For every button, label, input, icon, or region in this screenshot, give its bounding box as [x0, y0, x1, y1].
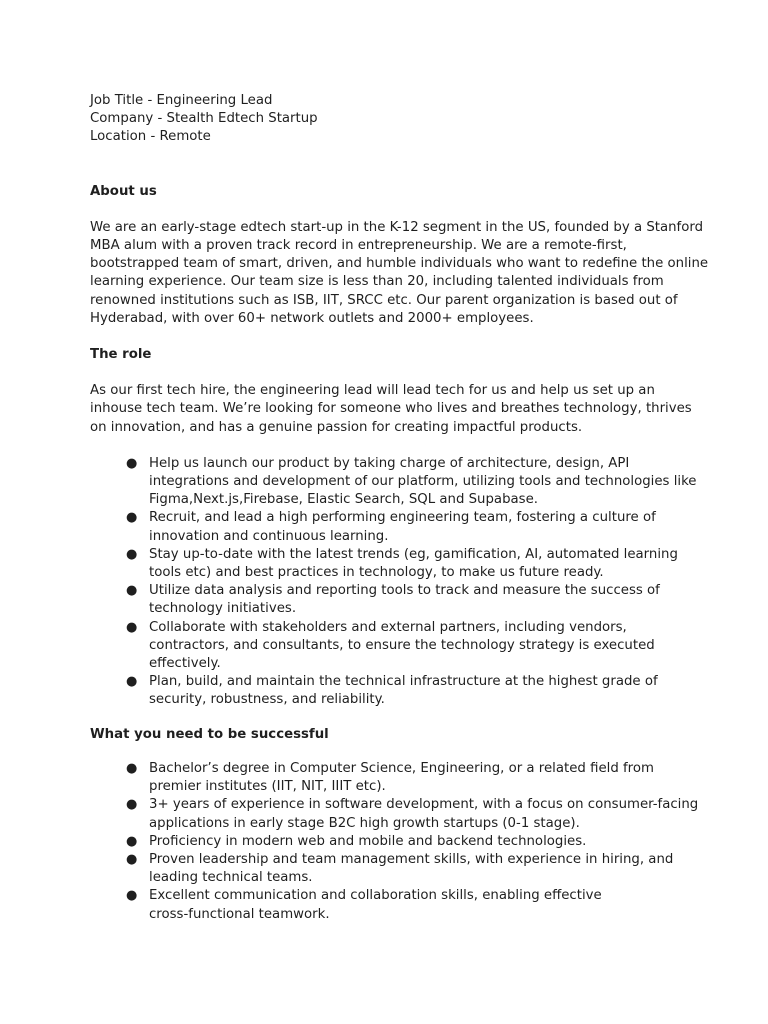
- bullet-line: integrations and development of our platform, utilizing tools and technologies like: [149, 474, 697, 490]
- list-item: [90, 833, 690, 851]
- list-item: [90, 455, 697, 510]
- bullet-line: Proven leadership and team management skills, with experience in hiring, and: [149, 851, 674, 867]
- about-line: Hyderabad, with over 60+ network outlets and 2000+ employees.: [90, 310, 534, 326]
- company-line: Company - Stealth Edtech Startup: [90, 111, 318, 127]
- bullet-icon: ●: [126, 888, 138, 904]
- bullet-line: applications in early stage B2C high growth startups (0-1 stage).: [149, 815, 580, 831]
- bullet-icon: ●: [126, 674, 138, 690]
- bullet-line: effectively.: [149, 656, 221, 672]
- bullet-line: security, robustness, and reliability.: [149, 692, 385, 708]
- bullet-line: Utilize data analysis and reporting tools to track and measure the success of: [149, 583, 660, 599]
- about-paragraph: [90, 219, 709, 328]
- role-paragraph: [90, 382, 690, 437]
- bullet-line: Plan, build, and maintain the technical infrastructure at the highest grade of: [149, 674, 658, 690]
- bullet-line: Bachelor’s degree in Computer Science, Engineering, or a related field from: [149, 760, 654, 776]
- bullet-icon: ●: [126, 851, 138, 867]
- success-bullet-list: [90, 760, 699, 924]
- bullet-line: cross-functional teamwork.: [149, 906, 330, 922]
- list-item: [90, 796, 699, 832]
- bullet-icon: ●: [126, 797, 138, 813]
- document-content: [90, 92, 709, 924]
- success-heading: What you need to be successful: [90, 726, 329, 742]
- bullet-line: premier institutes (IIT, NIT, IIIT etc).: [149, 779, 386, 795]
- bullet-line: leading technical teams.: [149, 870, 313, 886]
- about-line: renowned institutions such as ISB, IIT, SRCC etc. Our parent organization is based out of: [90, 292, 678, 308]
- bullet-icon: ●: [126, 510, 138, 526]
- list-item: [90, 546, 690, 582]
- bullet-icon: ●: [126, 760, 138, 776]
- bullet-line: 3+ years of experience in software development, with a focus on consumer-facing: [149, 797, 699, 813]
- bullet-line: Figma,Next.js,Firebase, Elastic Search, SQL and Supabase.: [149, 492, 538, 508]
- about-line: bootstrapped team of smart, driven, and humble individuals who want to redefine the online: [90, 256, 709, 272]
- role-line: inhouse tech team. We’re looking for someone who lives and breathes technology, thrives: [90, 401, 692, 417]
- bullet-line: Excellent communication and collaboration skills, enabling effective: [149, 888, 602, 904]
- about-line: learning experience. Our team size is less than 20, including talented individuals from: [90, 274, 664, 290]
- bullet-line: Proficiency in modern web and mobile and backend technologies.: [149, 833, 587, 849]
- job-title-line: Job Title - Engineering Lead: [90, 93, 273, 108]
- bullet-line: Recruit, and lead a high performing engineering team, fostering a culture of: [149, 510, 656, 526]
- list-item: [90, 887, 690, 923]
- about-line: MBA alum with a proven track record in entrepreneurship. We are a remote-first,: [90, 238, 627, 254]
- role-line: As our first tech hire, the engineering lead will lead tech for us and help us set up an: [90, 383, 655, 399]
- role-heading: The role: [90, 347, 152, 363]
- bullet-line: innovation and continuous learning.: [149, 528, 389, 544]
- bullet-line: technology initiatives.: [149, 601, 297, 617]
- bullet-icon: ●: [126, 619, 138, 635]
- bullet-line: Collaborate with stakeholders and external partners, including vendors,: [149, 619, 627, 635]
- list-item: [90, 851, 690, 887]
- list-item: [90, 619, 690, 674]
- list-item: [90, 509, 690, 545]
- role-bullet-list: [90, 455, 697, 710]
- about-line: We are an early-stage edtech start-up in the K-12 segment in the US, founded by a Stanford: [90, 219, 704, 235]
- bullet-line: contractors, and consultants, to ensure the technology strategy is executed: [149, 637, 655, 653]
- bullet-icon: ●: [126, 455, 138, 471]
- role-line: on innovation, and has a genuine passion for creating impactful products.: [90, 419, 583, 435]
- bullet-line: Stay up-to-date with the latest trends (eg, gamification, AI, automated learning: [149, 546, 678, 562]
- list-item: [90, 673, 690, 709]
- bullet-line: Help us launch our product by taking charge of architecture, design, API: [149, 455, 630, 471]
- list-item: [90, 582, 690, 618]
- bullet-icon: ●: [126, 583, 138, 599]
- list-item: [90, 760, 690, 796]
- location-line: Location - Remote: [90, 129, 211, 145]
- job-meta: [90, 92, 690, 147]
- bullet-line: tools etc) and best practices in technology, to make us future ready.: [149, 565, 604, 581]
- about-heading: About us: [90, 183, 157, 199]
- bullet-icon: ●: [126, 833, 138, 849]
- bullet-icon: ●: [126, 546, 138, 562]
